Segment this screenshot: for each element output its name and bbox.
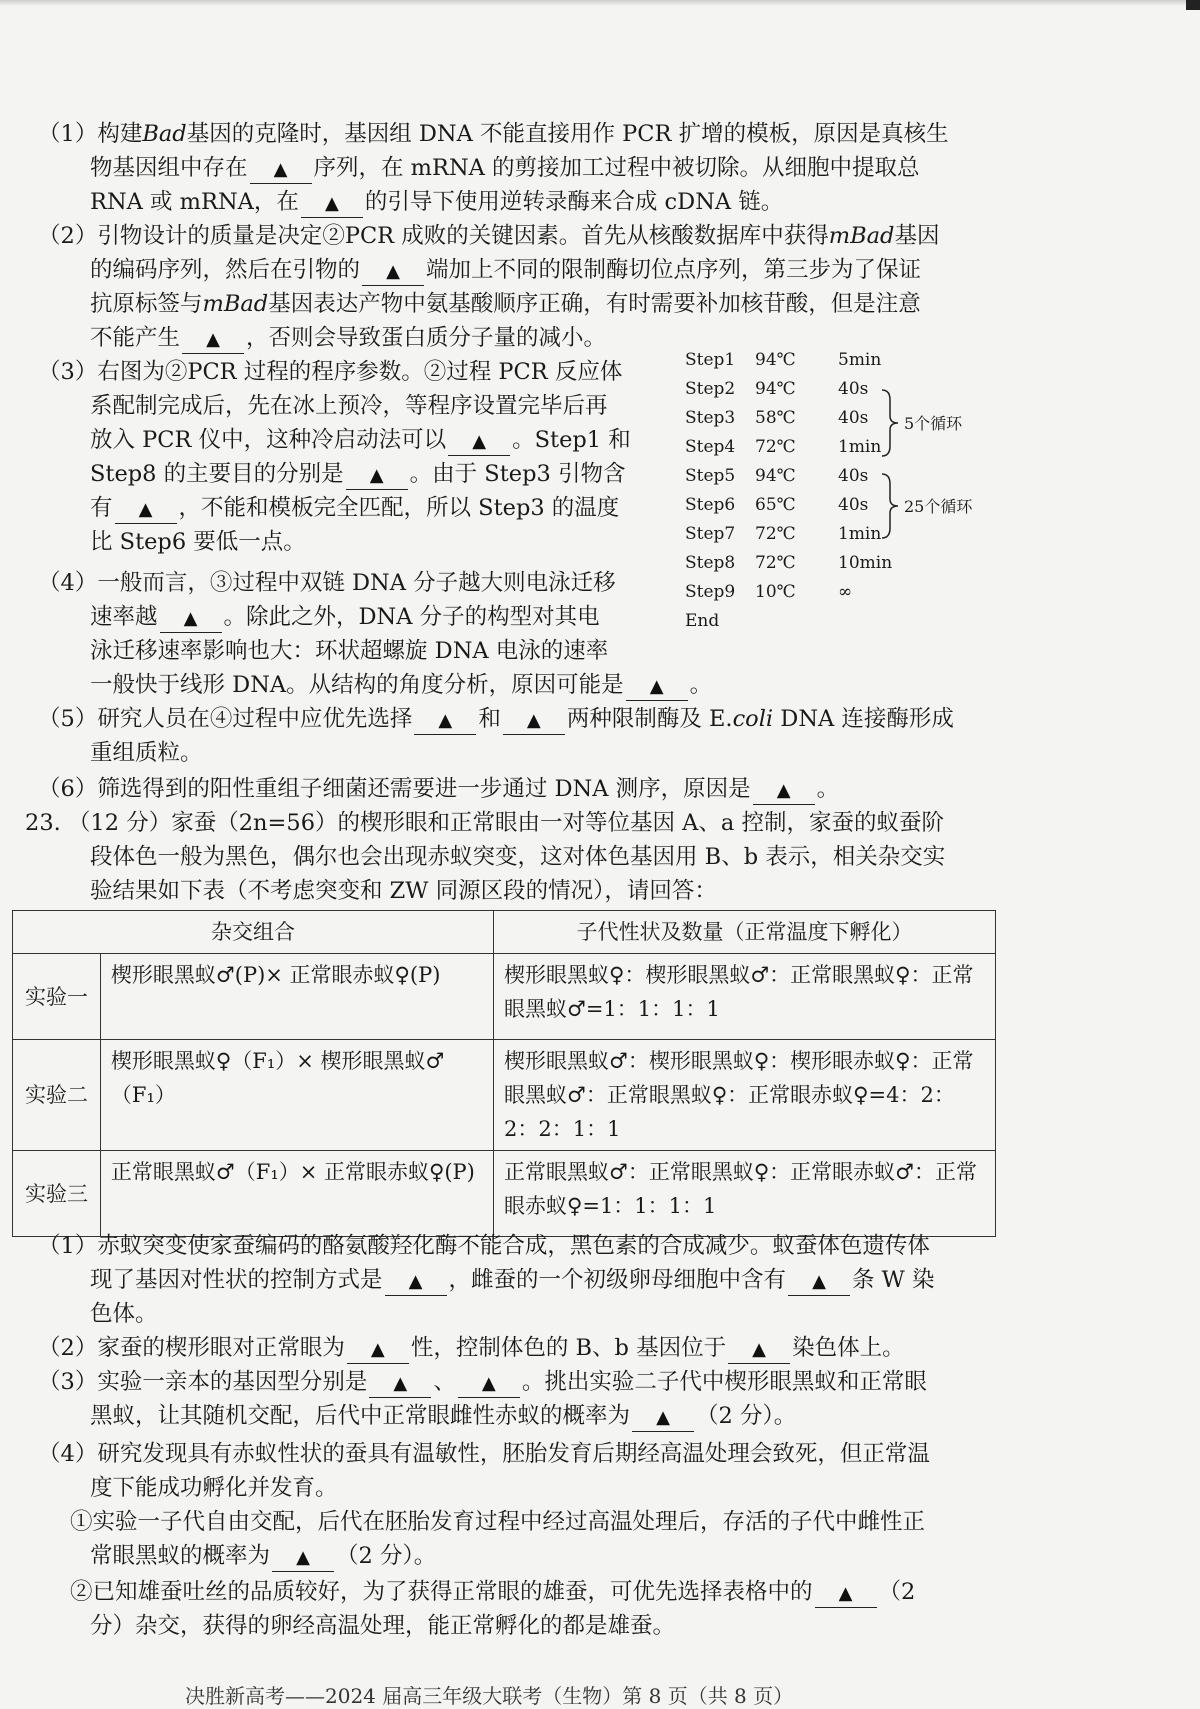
q23-3-line-2: 黑蚁，让其随机交配，后代中正常眼雌性赤蚁的概率为 ▲ （2 分）。 (90, 1399, 796, 1433)
answer-blank[interactable]: ▲ (753, 776, 815, 805)
scan-corner-mark (1186, 0, 1200, 10)
answer-blank[interactable]: ▲ (346, 461, 408, 490)
q22-4-line-1: （4）一般而言，③过程中双链 DNA 分子越大则电泳迁移 (38, 570, 616, 596)
answer-blank[interactable]: ▲ (728, 1335, 790, 1364)
cycle-label-a: 5个循环 (904, 414, 963, 433)
q22-4-line-3: 泳迁移速率影响也大：环状超螺旋 DNA 电泳的速率 (90, 638, 609, 664)
scan-edge (0, 0, 1200, 6)
q23-line-1: 23. （12 分）家蚕（2n=56）的楔形眼和正常眼由一对等位基因 A、a 控制，家蚕的蚁蚕阶 (25, 810, 944, 836)
q23-2-line-1: （2）家蚕的楔形眼对正常眼为 ▲ 性，控制体色的 B、b 基因位于 ▲ 染色体上。 (38, 1331, 905, 1365)
q22-3-line-3: 放入 PCR 仪中，这种冷启动法可以 ▲ 。Step1 和 (90, 423, 631, 457)
q22-4-line-4: 一般快于线形 DNA。从结构的角度分析，原因可能是 ▲ 。 (90, 668, 712, 702)
q22-2-line-1: （2）引物设计的质量是决定②PCR 成败的关键因素。首先从核酸数据库中获得mBad基因 (38, 223, 940, 249)
q22-3-line-2: 系配制完成后，先在冰上预冷，等程序设置完毕后再 (90, 393, 608, 419)
answer-blank[interactable]: ▲ (815, 1579, 877, 1608)
q22-2-line-4: 不能产生 ▲ ，否则会导致蛋白质分子量的减小。 (90, 321, 606, 355)
q22-1-line-1: （1）构建Bad基因的克隆时，基因组 DNA 不能直接用作 PCR 扩增的模板，原因是真核生 (38, 121, 949, 147)
q22-1-line-3: RNA 或 mRNA，在 ▲ 的引导下使用逆转录酶来合成 cDNA 链。 (90, 185, 783, 219)
q23-line-2: 段体色一般为黑色，偶尔也会出现赤蚁突变，这对体色基因用 B、b 表示，相关杂交实 (90, 844, 946, 870)
answer-blank[interactable]: ▲ (503, 706, 565, 735)
q23-1-line-1: （1）赤蚁突变使家蚕编码的酪氨酸羟化酶不能合成，黑色素的合成减少。蚁蚕体色遗传体 (38, 1233, 930, 1259)
answer-blank[interactable]: ▲ (788, 1267, 850, 1296)
q23-4-line-1: （4）研究发现具有赤蚁性状的蚕具有温敏性，胚胎发育后期经高温处理会致死，但正常温 (38, 1441, 930, 1467)
offspring-cell: 楔形眼黑蚁♀：楔形眼黑蚁♂：正常眼黑蚁♀：正常眼黑蚁♂=1：1：1：1 (494, 954, 996, 1040)
q23-3-line-1: （3）实验一亲本的基因型分别是 ▲ 、 ▲ 。挑出实验二子代中楔形眼黑蚁和正常眼 (38, 1365, 927, 1399)
q22-2-line-3: 抗原标签与mBad基因表达产物中氨基酸顺序正确，有时需要补加核苷酸，但是注意 (90, 291, 921, 317)
cross-experiment-table (12, 910, 996, 1237)
q22-2-line-2: 的编码序列，然后在引物的 ▲ 端加上不同的限制酶切位点序列，第三步为了保证 (90, 253, 921, 287)
answer-blank[interactable]: ▲ (369, 1369, 431, 1398)
answer-blank[interactable]: ▲ (160, 604, 222, 633)
answer-blank[interactable]: ▲ (385, 1267, 447, 1296)
answer-blank[interactable]: ▲ (626, 672, 688, 701)
q22-5-line-1: （5）研究人员在④过程中应优先选择 ▲ 和 ▲ 两种限制酶及 E.coli DNA 连接酶形成 (38, 702, 954, 736)
cross-cell: 正常眼黑蚁♂（F₁）× 正常眼赤蚁♀(P) (100, 1151, 493, 1237)
table-row (13, 1151, 996, 1237)
q22-6-line-1: （6）筛选得到的阳性重组子细菌还需要进一步通过 DNA 测序，原因是 ▲ 。 (38, 772, 839, 806)
answer-blank[interactable]: ▲ (632, 1403, 694, 1432)
brace-icon (880, 472, 902, 540)
header-cross: 杂交组合 (13, 911, 494, 954)
q23-4-line-5: ②已知雄蚕吐丝的品质较好，为了获得正常眼的雄蚕，可优先选择表格中的 ▲ （2 (70, 1575, 915, 1609)
q23-4-line-3: ①实验一子代自由交配，后代在胚胎发育过程中经过高温处理后，存活的子代中雌性正 (70, 1509, 926, 1535)
q22-3-line-6: 比 Step6 要低一点。 (90, 529, 306, 555)
cross-cell: 楔形眼黑蚁♀（F₁）× 楔形眼黑蚁♂（F₁） (100, 1040, 493, 1151)
row-label: 实验二 (13, 1040, 101, 1151)
cross-cell: 楔形眼黑蚁♂(P)× 正常眼赤蚁♀(P) (100, 954, 493, 1040)
q22-4-line-2: 速率越 ▲ 。除此之外，DNA 分子的构型对其电 (90, 600, 600, 634)
q22-1-line-2: 物基因组中存在 ▲ 序列，在 mRNA 的剪接加工过程中被切除。从细胞中提取总 (90, 151, 920, 185)
q22-5-line-2: 重组质粒。 (90, 740, 203, 766)
answer-blank[interactable]: ▲ (448, 427, 510, 456)
brace-icon (880, 388, 902, 458)
table-header-row (13, 911, 996, 954)
offspring-cell: 楔形眼黑蚁♂：楔形眼黑蚁♀：楔形眼赤蚁♀：正常眼黑蚁♂：正常眼黑蚁♀：正常眼赤蚁♀=4：2：2：2：1：1 (494, 1040, 996, 1151)
q23-1-line-2: 现了基因对性状的控制方式是 ▲ ，雌蚕的一个初级卵母细胞中含有 ▲ 条 W 染 (90, 1263, 934, 1297)
header-offspring: 子代性状及数量（正常温度下孵化） (494, 911, 996, 954)
exam-page: （1）构建Bad基因的克隆时，基因组 DNA 不能直接用作 PCR 扩增的模板，原因是真核生 物基因组中存在 ▲ 序列，在 mRNA 的剪接加工过程中被切除。从细胞中提取总 RNA 或 mRNA，在 ▲ 的引导下使用逆转录酶来合成 cDNA 链。 （2）引物设计的质量是决定②PCR 成败的关键因素。首先从核酸数据库中获得mBad基因 的编码序列，然后在引物的 ▲ 端加上不同的限制酶切位点序列，第三步为了保证 抗原标签与mBad基因表达产物中氨基酸顺序正确，有时需要补加核苷酸，但是注意 不能产生 ▲ ，否则会导致蛋白质分子量的减小。 （3）右图为②PCR 过程的程序参数。②过程 PCR 反应体 系配制完成后，先在冰上预冷，等程序设置完毕后再 放入 PCR 仪中，这种冷启动法可以 ▲ 。Step1 和 Step8 的主要目的分别是 ▲ 。由于 Step3 引物含 有 ▲ ，不能和模板完全匹配，所以 Step3 的温度 比 Step6 要低一点。 Step1 94℃ 5min Step2 94℃ 40s Step3 58℃ 40s Step4 72℃ 1min Step5 94℃ 40s Step6 65℃ 40s Step7 72℃ 1min Step8 72℃ 10min Step9 10℃ ∞ End 5个循环 25个循环 （4）一般而言，③过程中双链 DNA 分子越大则电泳迁移 速率越 ▲ 。除此之外，DNA 分子的构型对其电 泳迁移速率影响也大：环状超螺旋 DNA 电泳的速率 一般快于线形 DNA。从结构的角度分析，原因可能是 ▲ 。 （5）研究人员在④过程中应优先选择 ▲ 和 ▲ 两种限制酶及 E.coli DNA 连接酶形成 重组质粒。 （6）筛选得到的阳性重组子细菌还需要进一步通过 DNA 测序，原因是 ▲ 。 23. （12 分）家蚕（2n=56）的楔形眼和正常眼由一对等位基因 A、a 控制，家蚕的蚁蚕阶 段体色一般为黑色，偶尔也会出现赤蚁突变，这对体色基因用 B、b 表示，相关杂交实 验结果如下表（不考虑突变和 ZW 同源区段的情况），请回答： 杂交组合 子代性状及数量（正常温度下孵化） 实验一 楔形眼黑蚁♂(P)× 正常眼赤蚁♀(P) 楔形眼黑蚁♀：楔形眼黑蚁♂：正常眼黑蚁♀：正常眼黑蚁♂=1：1：1：1 实验二 楔形眼黑蚁♀（F₁）× 楔形眼黑蚁♂（F₁） 楔形眼黑蚁♂：楔形眼黑蚁♀：楔形眼赤蚁♀：正常眼黑蚁♂：正常眼黑蚁♀：正常眼赤蚁♀=4：2：2：2：1：1 实验三 正常眼黑蚁♂（F₁）× 正常眼赤蚁♀(P) 正常眼黑蚁♂：正常眼黑蚁♀：正常眼赤蚁♂：正常眼赤蚁♀=1：1：1：1 （1）赤蚁突变使家蚕编码的酪氨酸羟化酶不能合成，黑色素的合成减少。蚁蚕体色遗传体 现了基因对性状的控制方式是 ▲ ，雌蚕的一个初级卵母细胞中含有 ▲ 条 W 染 色体。 （2）家蚕的楔形眼对正常眼为 ▲ 性，控制体色的 B、b 基因位于 ▲ 染色体上。 （3）实验一亲本的基因型分别是 ▲ 、 ▲ 。挑出实验二子代中楔形眼黑蚁和正常眼 黑蚁，让其随机交配，后代中正常眼雌性赤蚁的概率为 ▲ （2 分）。 （4）研究发现具有赤蚁性状的蚕具有温敏性，胚胎发育后期经高温处理会致死，但正常温 度下能成功孵化并发育。 ①实验一子代自由交配，后代在胚胎发育过程中经过高温处理后，存活的子代中雌性正 常眼黑蚁的概率为 ▲ （2 分）。 ②已知雄蚕吐丝的品质较好，为了获得正常眼的雄蚕，可优先选择表格中的 ▲ （2 分）杂交，获得的卵经高温处理，能正常孵化的都是雄蚕。 决胜新高考——2024 届高三年级大联考（生物）第 8 页（共 8 页） (0, 0, 1200, 1697)
q22-3-line-1: （3）右图为②PCR 过程的程序参数。②过程 PCR 反应体 (38, 359, 623, 385)
answer-blank[interactable]: ▲ (301, 189, 363, 218)
q23-1-line-3: 色体。 (90, 1301, 158, 1327)
answer-blank[interactable]: ▲ (362, 257, 424, 286)
q23-line-3: 验结果如下表（不考虑突变和 ZW 同源区段的情况），请回答： (90, 878, 717, 904)
answer-blank[interactable]: ▲ (272, 1543, 334, 1572)
cycle-label-b: 25个循环 (904, 497, 973, 516)
page-footer: 决胜新高考——2024 届高三年级大联考（生物）第 8 页（共 8 页） (185, 1684, 794, 1708)
table-row (13, 954, 996, 1040)
answer-blank[interactable]: ▲ (458, 1369, 520, 1398)
answer-blank[interactable]: ▲ (414, 706, 476, 735)
q22-3-line-4: Step8 的主要目的分别是 ▲ 。由于 Step3 引物含 (90, 457, 625, 491)
answer-blank[interactable]: ▲ (347, 1335, 409, 1364)
row-label: 实验一 (13, 954, 101, 1040)
offspring-cell: 正常眼黑蚁♂：正常眼黑蚁♀：正常眼赤蚁♂：正常眼赤蚁♀=1：1：1：1 (494, 1151, 996, 1237)
table-row (13, 1040, 996, 1151)
row-label: 实验三 (13, 1151, 101, 1237)
q23-4-line-2: 度下能成功孵化并发育。 (90, 1475, 338, 1501)
answer-blank[interactable]: ▲ (115, 495, 177, 524)
answer-blank[interactable]: ▲ (250, 155, 312, 184)
q23-4-line-4: 常眼黑蚁的概率为 ▲ （2 分）。 (90, 1539, 436, 1573)
q22-3-line-5: 有 ▲ ，不能和模板完全匹配，所以 Step3 的温度 (90, 491, 619, 525)
q23-4-line-6: 分）杂交，获得的卵经高温处理，能正常孵化的都是雄蚕。 (90, 1613, 676, 1639)
answer-blank[interactable]: ▲ (182, 325, 244, 354)
